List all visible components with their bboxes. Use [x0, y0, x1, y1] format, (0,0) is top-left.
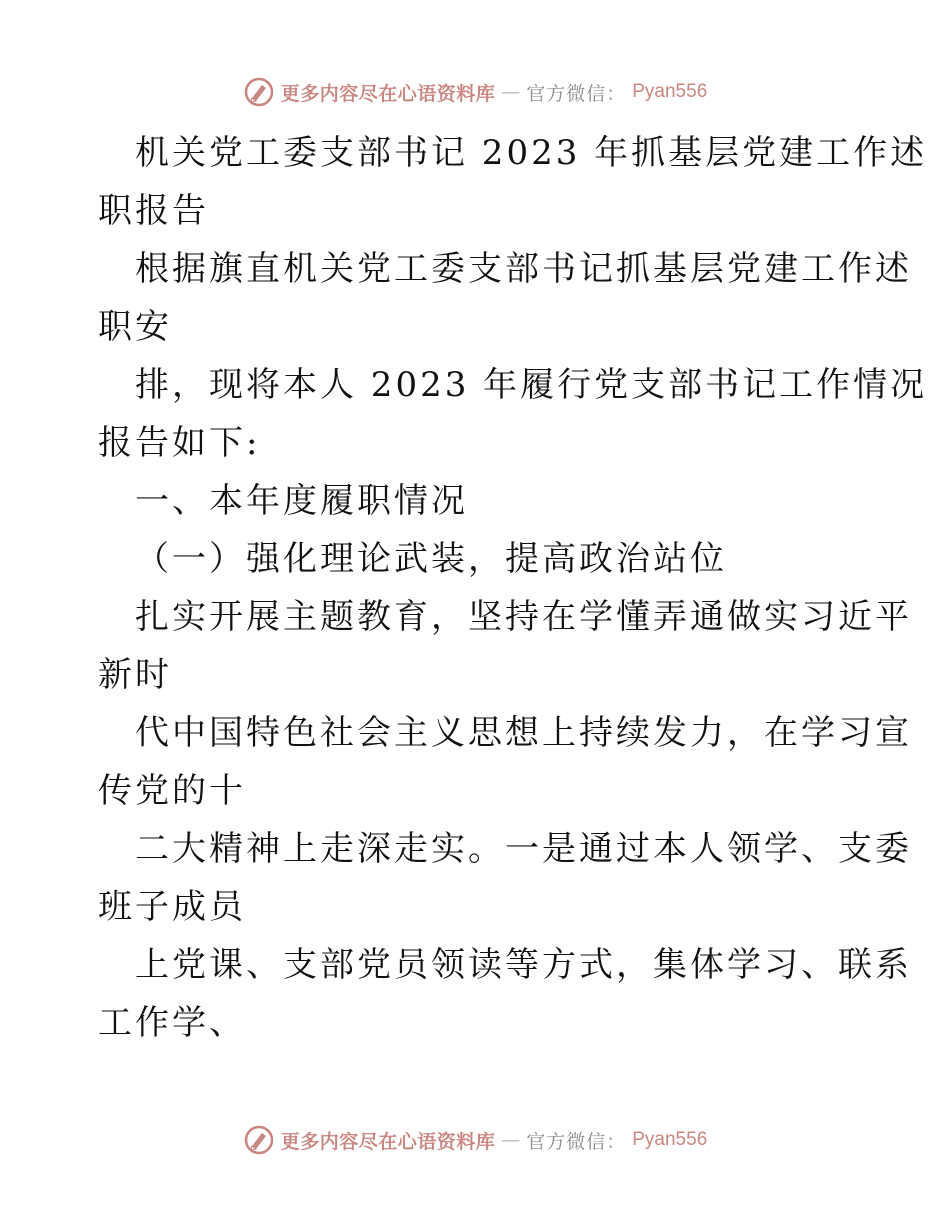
- document-body: [98, 124, 928, 1052]
- paragraph-line: 代中国特色社会主义思想上持续发力，在学习宣: [135, 713, 912, 753]
- watermark-wechat-id: Pyan556: [632, 1129, 708, 1150]
- watermark-wechat-id: Pyan556: [632, 81, 708, 102]
- paragraph-line: 传党的十: [98, 771, 246, 811]
- section-heading: 一、本年度履职情况: [135, 481, 468, 521]
- paragraph-line: 报告如下:: [98, 423, 261, 463]
- paragraph-line: 上党课、支部党员领读等方式，集体学习、联系: [135, 945, 912, 985]
- watermark-text: 更多内容尽在心语资料库: [280, 1130, 496, 1153]
- paragraph-line: 工作学、: [98, 1003, 246, 1043]
- watermark-wechat-label: 官方微信：: [526, 82, 627, 105]
- paragraph-line: 根据旗直机关党工委支部书记抓基层党建工作述: [135, 249, 912, 289]
- watermark-text: 更多内容尽在心语资料库: [280, 82, 496, 105]
- pen-seal-icon: [243, 1124, 275, 1156]
- document-title-line-1: 机关党工委支部书记 2023 年抓基层党建工作述: [135, 133, 928, 173]
- document-title-line-2: 职报告: [98, 191, 209, 231]
- header-watermark: [0, 72, 950, 112]
- watermark-dash: —: [501, 81, 521, 103]
- paragraph-line: 排，现将本人 2023 年履行党支部书记工作情况: [135, 365, 928, 405]
- watermark-wechat-label: 官方微信：: [526, 1130, 627, 1153]
- watermark-dash: —: [501, 1129, 521, 1151]
- subsection-heading: （一）强化理论武装，提高政治站位: [135, 539, 727, 579]
- paragraph-line: 扎实开展主题教育，坚持在学懂弄通做实习近平: [135, 597, 912, 637]
- paragraph-line: 新时: [98, 655, 172, 695]
- pen-seal-icon: [243, 76, 275, 108]
- footer-watermark: [0, 1120, 950, 1160]
- paragraph-line: 二大精神上走深走实。一是通过本人领学、支委: [135, 829, 912, 869]
- paragraph-line: 班子成员: [98, 887, 246, 927]
- paragraph-line: 职安: [98, 307, 172, 347]
